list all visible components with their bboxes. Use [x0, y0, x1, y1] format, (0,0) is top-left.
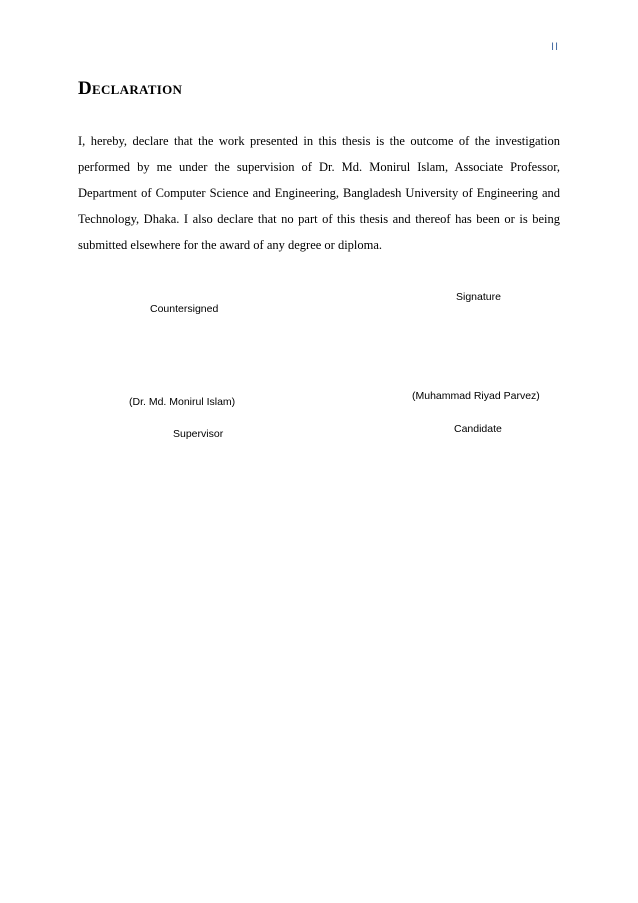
declaration-heading: Declaration: [78, 78, 183, 99]
page-number: II: [551, 41, 560, 53]
page-title: [78, 78, 182, 100]
countersigned-label: Countersigned: [150, 303, 219, 315]
candidate-name: (Muhammad Riyad Parvez): [412, 390, 540, 402]
supervisor-name: (Dr. Md. Monirul Islam): [129, 396, 236, 408]
signature-label: Signature: [456, 291, 501, 303]
candidate-role: Candidate: [454, 423, 502, 435]
declaration-paragraph: I, hereby, declare that the work presented in this thesis is the outcome of the investigation performed by me under the supervision of Dr. Md. Monirul Islam, Associate Professor, Department of Computer Science and Engineering, Bangladesh University of Engineering and Technology, Dhaka. I also declare that no part of this thesis and thereof has been or is being submitted elsewhere for the award of any degree or diploma.: [78, 134, 560, 252]
supervisor-role: Supervisor: [173, 428, 224, 440]
